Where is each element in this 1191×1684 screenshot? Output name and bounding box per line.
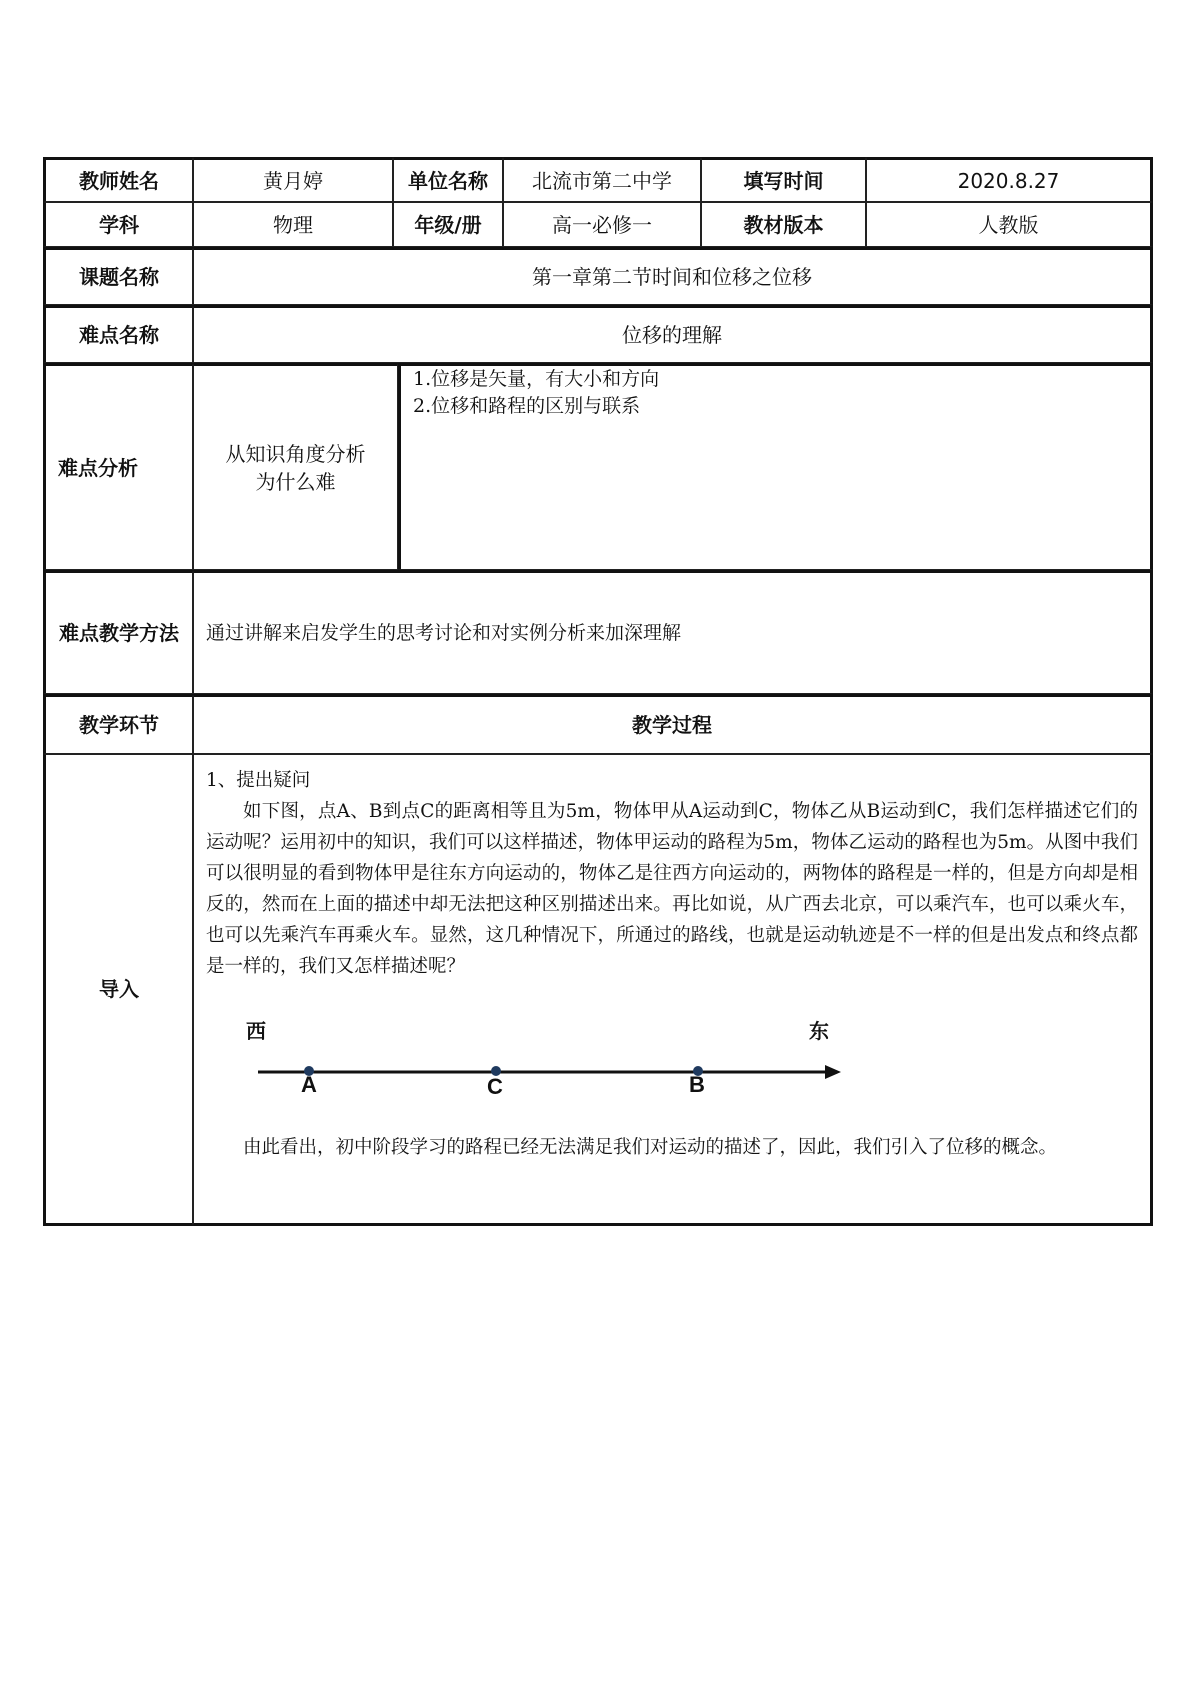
analysis-points bbox=[398, 363, 1153, 570]
intro-section-label: 导入 bbox=[43, 754, 193, 1226]
intro-paragraph: 如下图，点A、B到点C的距离相等且为5m，物体甲从A运动到C，物体乙从B运动到C，我们怎样描述它们的运动呢？运用初中的知识，我们可以这样描述，物体甲运动的路程为5m，物体乙运动的路程也为5m。从图中我们可以很明显的看到物体甲是往东方向运动的，物体乙是往西方向运动的，两物体的路程是一样的，但是方向却是相反的，然而在上面的描述中却无法把这种区别描述出来。再比如说，从广西去北京，可以乘汽车，也可以乘火车，也可以先乘汽车再乘火车。显然，这几种情况下，所通过的路线，也就是运动轨迹是不一样的但是出发点和终点都是一样的，我们又怎样描述呢？ bbox=[206, 801, 1138, 977]
process-column-header: 教学过程 bbox=[193, 694, 1153, 754]
method-value: 通过讲解来启发学生的思考讨论和对实例分析来加深理解 bbox=[193, 570, 1153, 694]
east-arrowhead bbox=[825, 1065, 841, 1079]
difficulty-value: 位移的理解 bbox=[193, 305, 1153, 363]
analysis-point: 2.位移和路程的区别与联系 bbox=[413, 394, 641, 417]
point-c-label: C bbox=[487, 1074, 503, 1099]
intro-conclusion: 由此看出，初中阶段学习的路程已经无法满足我们对运动的描述了，因此，我们引入了位移的概念。 bbox=[243, 1137, 1058, 1158]
point-b-label: B bbox=[689, 1072, 705, 1097]
topic-value: 第一章第二节时间和位移之位移 bbox=[193, 247, 1153, 305]
fill-date-value: 2020.8.27 bbox=[866, 157, 1153, 202]
subject-label: 学科 bbox=[43, 202, 193, 247]
intro-content bbox=[193, 754, 1153, 1226]
number-line-diagram bbox=[206, 982, 1138, 1132]
unit-name-value: 北流市第二中学 bbox=[503, 157, 701, 202]
analysis-label: 难点分析 bbox=[43, 363, 193, 570]
grade-label: 年级/册 bbox=[393, 202, 503, 247]
section-column-header: 教学环节 bbox=[43, 694, 193, 754]
teacher-name-value: 黄月婷 bbox=[193, 157, 393, 202]
teacher-name-label: 教师姓名 bbox=[43, 157, 193, 202]
west-label: 西 bbox=[246, 1021, 266, 1043]
analysis-point: 1.位移是矢量，有大小和方向 bbox=[413, 368, 660, 390]
unit-name-label: 单位名称 bbox=[393, 157, 503, 202]
edition-value: 人教版 bbox=[866, 202, 1153, 247]
topic-label: 课题名称 bbox=[43, 247, 193, 305]
edition-label: 教材版本 bbox=[701, 202, 866, 247]
analysis-sub-label: 从知识角度分析为什么难 bbox=[193, 363, 398, 570]
subject-value: 物理 bbox=[193, 202, 393, 247]
point-a-label: A bbox=[301, 1072, 317, 1097]
grade-value: 高一必修一 bbox=[503, 202, 701, 247]
east-label: 东 bbox=[809, 1021, 829, 1043]
method-label: 难点教学方法 bbox=[43, 570, 193, 694]
difficulty-label: 难点名称 bbox=[43, 305, 193, 363]
intro-heading: 1、提出疑问 bbox=[206, 770, 311, 791]
fill-date-label: 填写时间 bbox=[701, 157, 866, 202]
